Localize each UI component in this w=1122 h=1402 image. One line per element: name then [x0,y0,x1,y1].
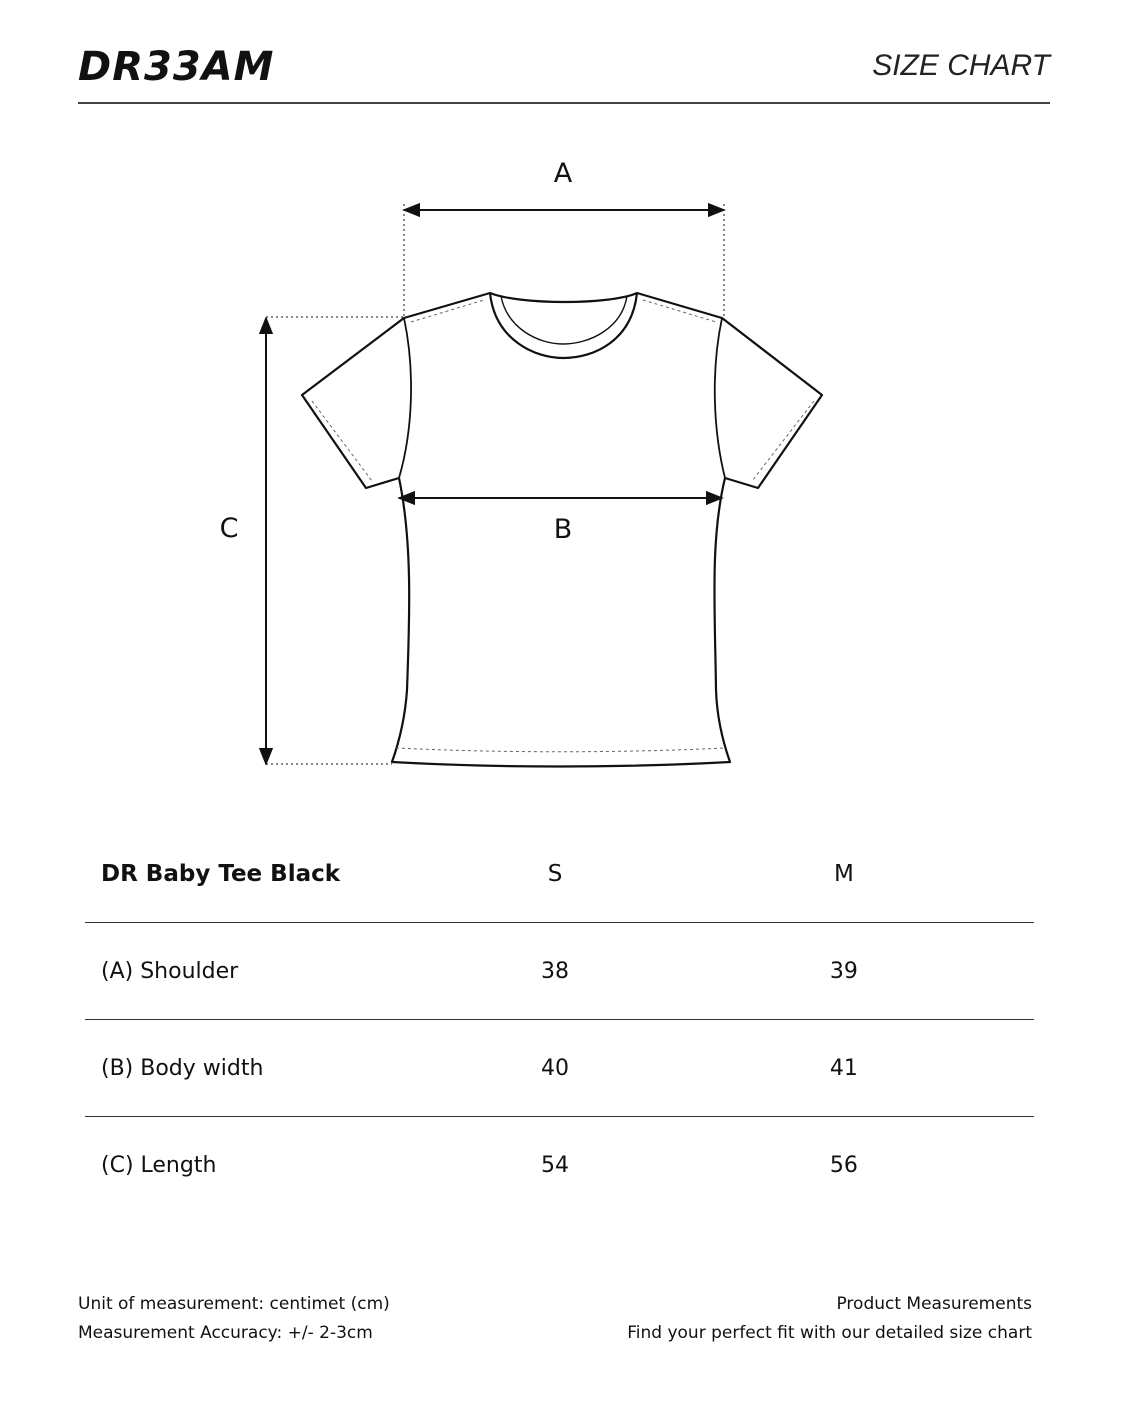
unit-note: Unit of measurement: centimet (cm) [78,1294,390,1314]
table-row [85,1117,1034,1214]
cell-value: 56 [745,1117,943,1214]
footer-tagline [627,1290,1032,1348]
cell-value: 38 [456,923,654,1020]
tshirt-diagram [0,120,1122,800]
size-header-m: M [745,826,943,923]
row-label: (B) Body width [85,1020,456,1117]
size-table [85,826,1034,1213]
dimension-a-label: A [553,158,573,189]
page-title: SIZE CHART [872,49,1050,82]
table-row [85,1020,1034,1117]
cell-value: 39 [745,923,943,1020]
brand-logo: DR33AM [78,44,275,90]
row-label: (A) Shoulder [85,923,456,1020]
footer-notes [78,1290,390,1348]
dimension-b-label: B [553,514,573,545]
footer-title: Product Measurements [836,1294,1032,1314]
dimension-c [266,317,404,764]
size-header-s: S [456,826,654,923]
product-name: DR Baby Tee Black [85,826,456,923]
cell-value: 54 [456,1117,654,1214]
row-label: (C) Length [85,1117,456,1214]
table-header-row [85,826,1034,923]
dimension-c-label: C [219,513,239,544]
cell-value: 40 [456,1020,654,1117]
footer-subtitle: Find your perfect fit with our detailed size chart [627,1323,1032,1343]
accuracy-note: Measurement Accuracy: +/- 2-3cm [78,1323,373,1343]
header-divider [78,102,1050,104]
cell-value: 41 [745,1020,943,1117]
table-row [85,923,1034,1020]
